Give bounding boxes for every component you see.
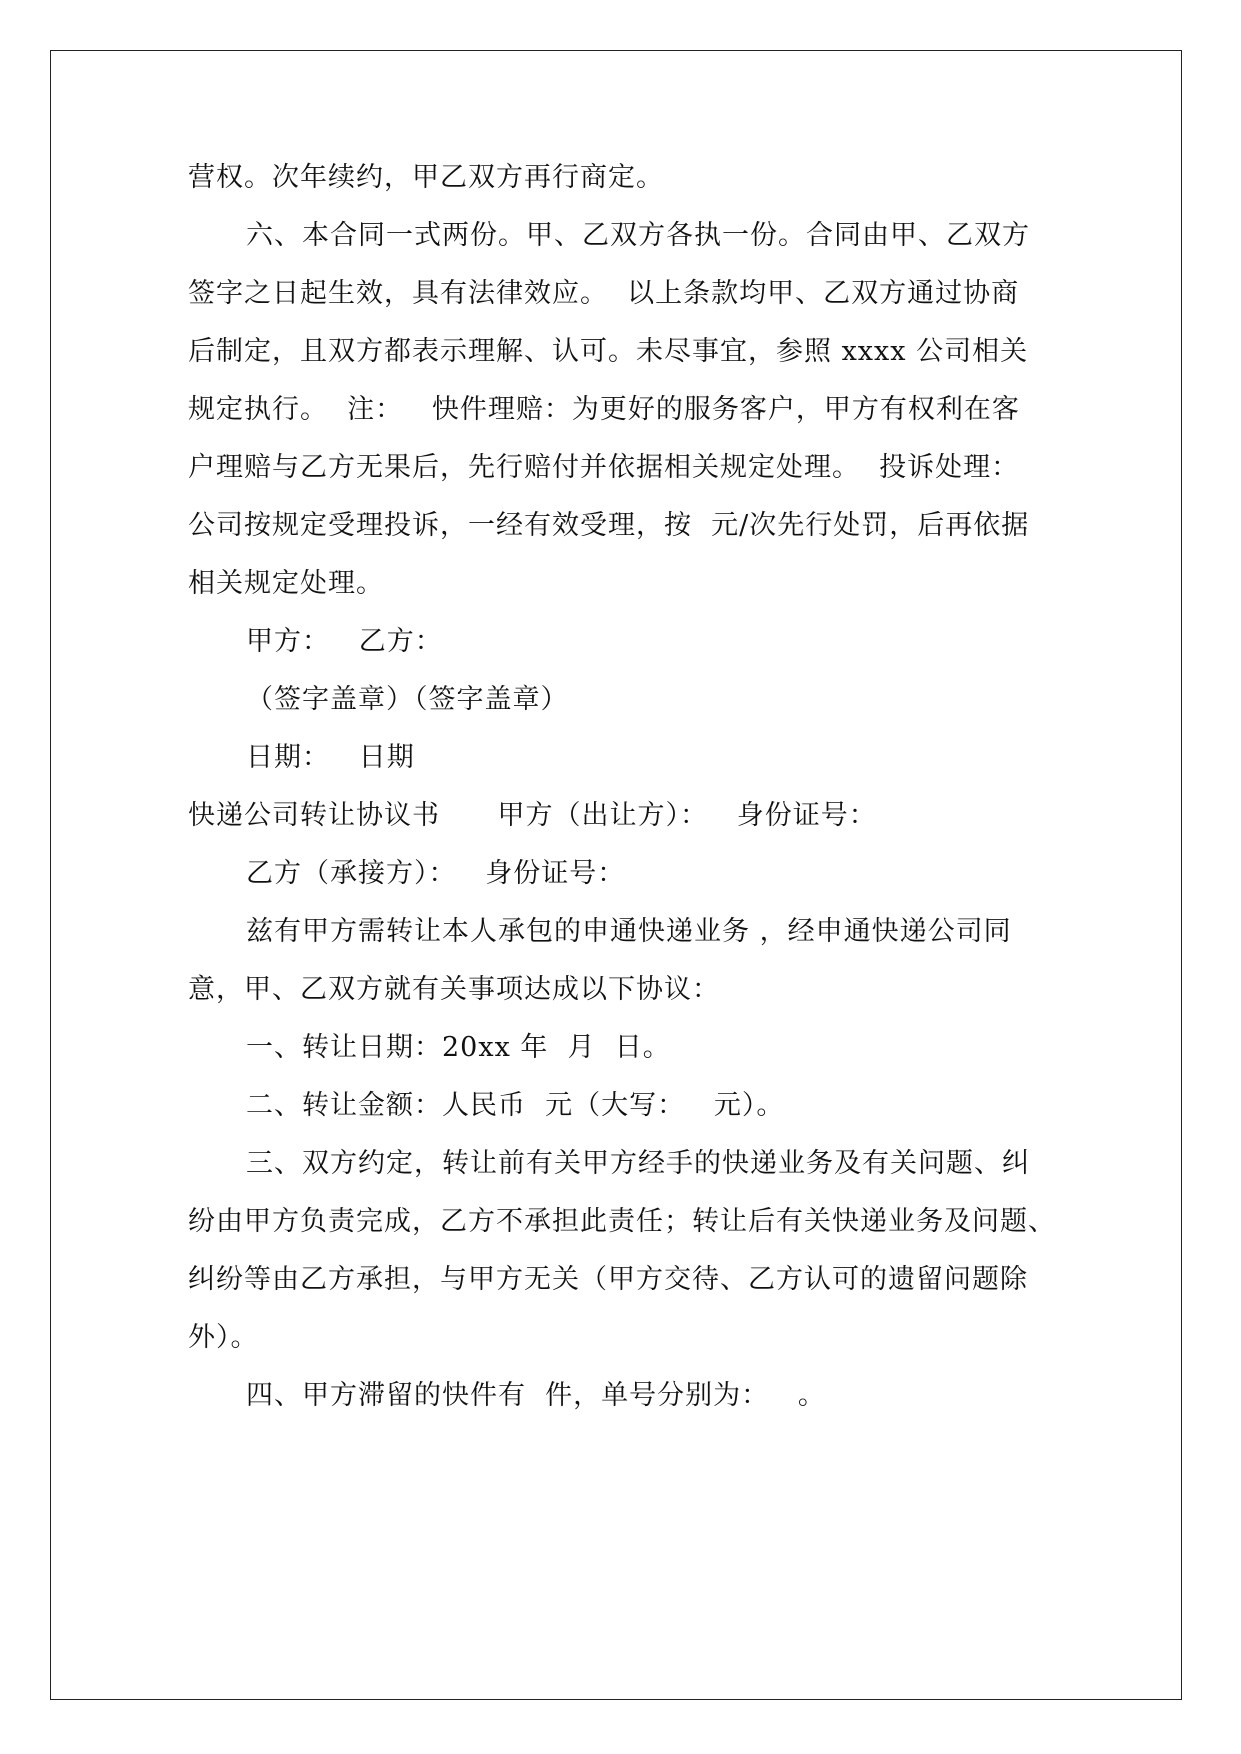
- text-line: 后制定，且双方都表示理解、认可。未尽事宜，参照 xxxx 公司相关: [188, 336, 1029, 367]
- text-line: 纷由甲方负责完成，乙方不承担此责任；转让后有关快递业务及问题、: [188, 1206, 1056, 1237]
- text-line: 外）。: [188, 1322, 259, 1353]
- text-line: 意，甲、乙双方就有关事项达成以下协议：: [188, 974, 720, 1005]
- signature-parties: 甲方： 乙方：: [246, 626, 443, 657]
- text-line: 纠纷等由乙方承担，与甲方无关（甲方交待、乙方认可的遗留问题除: [188, 1264, 1028, 1295]
- text-line: 相关规定处理。: [188, 568, 384, 599]
- agreement-title-line: 快递公司转让协议书 甲方（出让方）： 身份证号：: [188, 800, 877, 831]
- clause-3: 三、双方约定，转让前有关甲方经手的快递业务及有关问题、纠: [246, 1148, 1030, 1179]
- text-line: 兹有甲方需转让本人承包的申通快递业务 ，经申通快递公司同: [246, 916, 1012, 947]
- text-line: 营权。次年续约，甲乙双方再行商定。: [188, 162, 664, 193]
- text-line: 规定执行。 注： 快件理赔：为更好的服务客户，甲方有权利在客: [188, 394, 1020, 425]
- clause-1: 一、转让日期：20xx 年 月 日。: [246, 1032, 671, 1063]
- signature-seals: （签字盖章）（签字盖章）: [246, 684, 569, 715]
- party-b-line: 乙方（承接方）： 身份证号：: [246, 858, 626, 889]
- text-line: 公司按规定受理投诉，一经有效受理，按 元/次先行处罚，后再依据: [188, 510, 1030, 541]
- clause-2: 二、转让金额：人民币 元（大写： 元）。: [246, 1090, 785, 1121]
- text-line: 户理赔与乙方无果后，先行赔付并依据相关规定处理。 投诉处理：: [188, 452, 1020, 483]
- signature-dates: 日期： 日期: [246, 742, 415, 773]
- clause-4: 四、甲方滞留的快件有 件，单号分别为： 。: [246, 1380, 826, 1411]
- text-line: 六、本合同一式两份。甲、乙双方各执一份。合同由甲、乙双方: [246, 220, 1030, 251]
- text-line: 签字之日起生效，具有法律效应。 以上条款均甲、乙双方通过协商: [188, 278, 1020, 309]
